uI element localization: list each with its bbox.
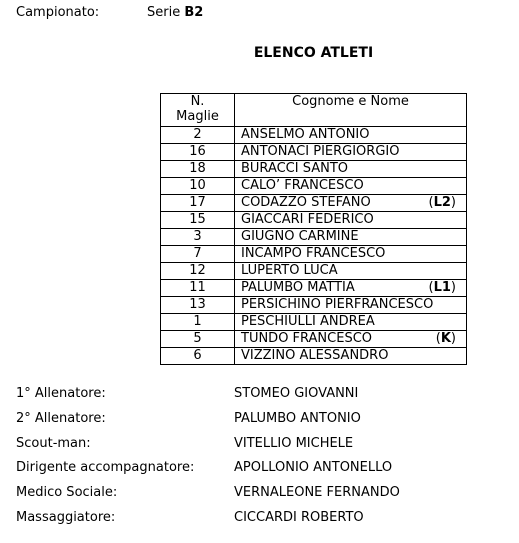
table-row [161, 178, 467, 195]
column-header-name: Cognome e Nome [235, 94, 467, 127]
staff-role-label: Scout-man: [16, 436, 91, 451]
athlete-name-cell [235, 246, 467, 263]
staff-role-label: 2° Allenatore: [16, 411, 106, 426]
table-row [161, 348, 467, 365]
staff-role-label: Dirigente accompagnatore: [16, 460, 195, 475]
championship-series [147, 5, 203, 20]
athlete-name-cell [235, 161, 467, 178]
athlete-name-cell [235, 127, 467, 144]
athletes-table [160, 93, 467, 365]
athlete-name: VIZZINO ALESSANDRO [241, 348, 389, 363]
role-code: K [440, 331, 451, 346]
jersey-number: 15 [161, 212, 235, 229]
jersey-number: 10 [161, 178, 235, 195]
staff-role-label: Medico Sociale: [16, 485, 118, 500]
table-row [161, 246, 467, 263]
athlete-name-cell [235, 263, 467, 280]
series-value: B2 [184, 5, 204, 20]
column-header-number [161, 94, 235, 127]
athlete-name-cell [235, 178, 467, 195]
jersey-number: 3 [161, 229, 235, 246]
athlete-name: PESCHIULLI ANDREA [241, 314, 375, 329]
staff-role-label: 1° Allenatore: [16, 386, 106, 401]
athlete-name: TUNDO FRANCESCO [241, 331, 373, 346]
role-badge: (K) [435, 331, 456, 346]
table-row [161, 212, 467, 229]
role-code: L1 [433, 280, 451, 295]
jersey-number: 18 [161, 161, 235, 178]
table-row [161, 195, 467, 212]
table-row [161, 263, 467, 280]
athlete-name: GIACCARI FEDERICO [241, 212, 374, 227]
athlete-name-cell [235, 212, 467, 229]
athlete-name-cell [235, 348, 467, 365]
list-title: ELENCO ATLETI [253, 45, 374, 61]
table-row [161, 161, 467, 178]
role-badge: (L2) [428, 195, 456, 210]
jersey-number: 6 [161, 348, 235, 365]
jersey-number: 5 [161, 331, 235, 348]
athlete-name: ANSELMO ANTONIO [241, 127, 370, 142]
role-code: L2 [433, 195, 451, 210]
staff-member-name: PALUMBO ANTONIO [234, 411, 361, 426]
table-row [161, 229, 467, 246]
athlete-name: BURACCI SANTO [241, 161, 349, 176]
table-row [161, 127, 467, 144]
table-header-row [161, 94, 467, 127]
column-header-number-line2: Maglie [176, 109, 219, 124]
athlete-name: PERSICHINO PIERFRANCESCO [241, 297, 434, 312]
athletes-table-body [161, 127, 467, 365]
athlete-name-cell [235, 314, 467, 331]
staff-member-name: VITELLIO MICHELE [234, 436, 354, 451]
athlete-name-cell [235, 195, 467, 212]
table-row [161, 297, 467, 314]
table-row [161, 314, 467, 331]
jersey-number: 7 [161, 246, 235, 263]
jersey-number: 12 [161, 263, 235, 280]
series-prefix: Serie [147, 5, 185, 20]
table-row [161, 280, 467, 297]
athlete-name: INCAMPO FRANCESCO [241, 246, 386, 261]
staff-member-name: STOMEO GIOVANNI [234, 386, 359, 401]
athlete-name: PALUMBO MATTIA [241, 280, 355, 295]
jersey-number: 11 [161, 280, 235, 297]
staff-member-name: CICCARDI ROBERTO [234, 510, 364, 525]
jersey-number: 2 [161, 127, 235, 144]
athlete-name-cell [235, 280, 467, 297]
staff-member-name: VERNALEONE FERNANDO [234, 485, 400, 500]
staff-role-label: Massaggiatore: [16, 510, 116, 525]
championship-label: Campionato: [16, 5, 100, 20]
athlete-name-cell [235, 144, 467, 161]
athlete-name: CODAZZO STEFANO [241, 195, 371, 210]
jersey-number: 1 [161, 314, 235, 331]
column-header-number-line1: N. [190, 94, 205, 109]
athlete-name-cell [235, 297, 467, 314]
athlete-name: ANTONACI PIERGIORGIO [241, 144, 400, 159]
athlete-name: CALO’ FRANCESCO [241, 178, 364, 193]
role-badge: (L1) [428, 280, 456, 295]
athlete-name-cell [235, 331, 467, 348]
jersey-number: 16 [161, 144, 235, 161]
table-row [161, 144, 467, 161]
jersey-number: 13 [161, 297, 235, 314]
staff-member-name: APOLLONIO ANTONELLO [234, 460, 393, 475]
table-row [161, 331, 467, 348]
athlete-name: LUPERTO LUCA [241, 263, 338, 278]
athlete-name: GIUGNO CARMINE [241, 229, 359, 244]
jersey-number: 17 [161, 195, 235, 212]
athlete-name-cell [235, 229, 467, 246]
